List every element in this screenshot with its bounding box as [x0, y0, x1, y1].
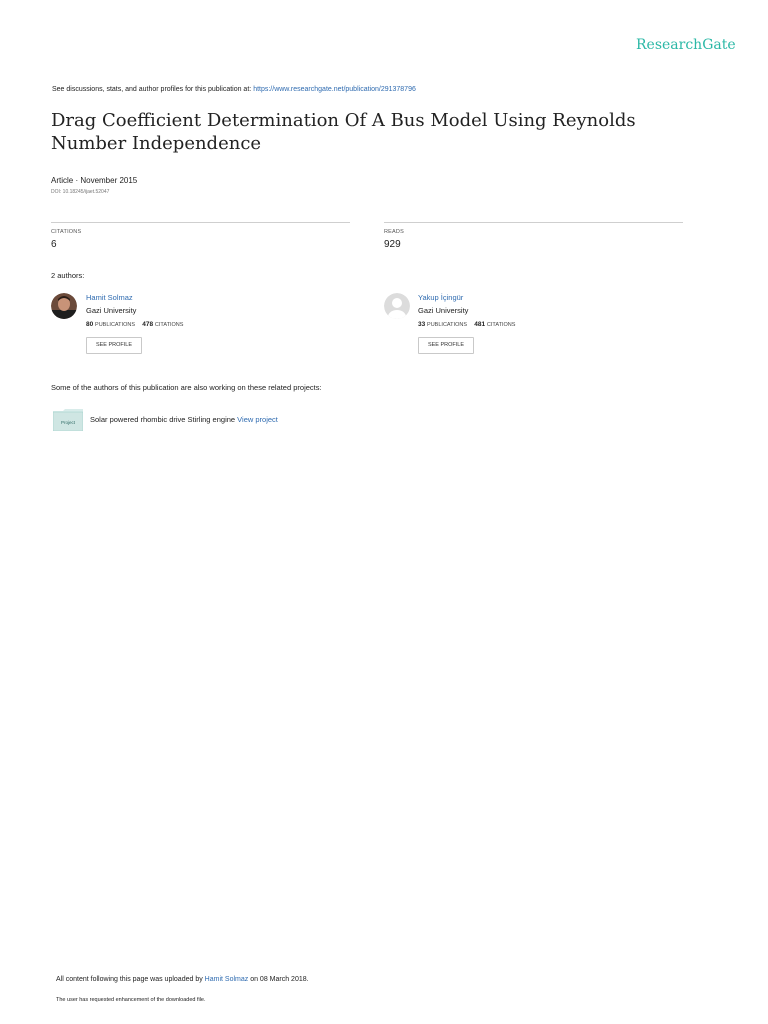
discussion-line	[52, 86, 416, 93]
author-stats	[418, 321, 515, 328]
citations-label: CITATIONS	[486, 322, 516, 328]
author-name[interactable]: Hamit Solmaz	[86, 293, 133, 302]
divider-right	[384, 222, 683, 223]
divider-left	[51, 222, 350, 223]
project-item	[90, 415, 278, 424]
reads-value: 929	[384, 239, 401, 250]
article-doi: DOI: 10.18245/ijaet.52047	[51, 189, 110, 195]
citations-label: CITATIONS	[154, 322, 184, 328]
default-avatar-icon[interactable]	[384, 293, 410, 319]
publication-link[interactable]: https://www.researchgate.net/publication/291378796	[253, 86, 416, 93]
view-project-link[interactable]: View project	[237, 415, 278, 424]
publications-label: PUBLICATIONS	[95, 322, 135, 328]
reads-label: READS	[384, 229, 404, 235]
citations-count: 481	[474, 321, 486, 328]
author-name[interactable]: Yakup İçingür	[418, 293, 464, 302]
project-icon-label: Project	[60, 420, 76, 425]
enhancement-note: The user has requested enhancement of the downloaded file.	[56, 997, 206, 1003]
uploader-link[interactable]: Hamit Solmaz	[204, 976, 249, 983]
author-stats	[86, 321, 183, 328]
researchgate-logo[interactable]: ResearchGate	[636, 37, 736, 53]
author-card	[384, 293, 410, 324]
publications-count: 80	[86, 321, 94, 328]
author-photo[interactable]	[51, 293, 77, 319]
author-affiliation: Gazi University	[86, 306, 137, 315]
citations-label: CITATIONS	[51, 229, 82, 235]
upload-prefix: All content following this page was uploaded by	[56, 976, 203, 983]
article-title: Drag Coefficient Determination Of A Bus Model Using Reynolds Number Independence	[51, 110, 636, 154]
publications-label: PUBLICATIONS	[427, 322, 467, 328]
projects-heading: Some of the authors of this publication are also working on these related projects:	[51, 383, 322, 392]
article-type-date: Article · November 2015	[51, 176, 138, 185]
citations-value: 6	[51, 239, 57, 250]
publications-count: 33	[418, 321, 426, 328]
see-profile-button[interactable]: SEE PROFILE	[86, 337, 142, 354]
upload-info	[56, 976, 309, 983]
citations-count: 478	[142, 321, 154, 328]
see-profile-button[interactable]: SEE PROFILE	[418, 337, 474, 354]
author-affiliation: Gazi University	[418, 306, 469, 315]
author-card	[51, 293, 77, 324]
authors-heading: 2 authors:	[51, 271, 85, 280]
project-folder-icon	[53, 409, 83, 431]
discussion-prefix: See discussions, stats, and author profiles for this publication at:	[52, 86, 252, 93]
project-title: Solar powered rhombic drive Stirling engine	[90, 415, 236, 424]
upload-suffix: on 08 March 2018.	[250, 976, 309, 983]
